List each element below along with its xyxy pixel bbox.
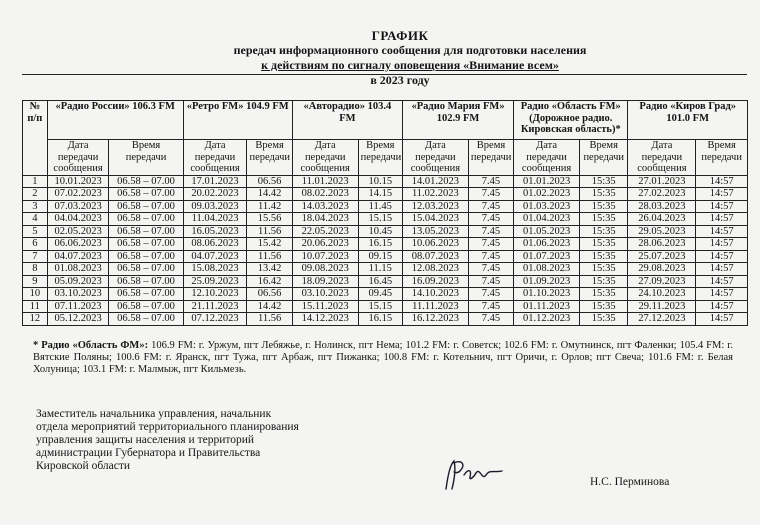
cell-date: 27.12.2023 <box>628 313 696 326</box>
table-row <box>23 213 748 226</box>
cell-time: 15:35 <box>580 225 628 238</box>
cell-time: 11.56 <box>247 250 292 263</box>
cell-time: 15:35 <box>580 175 628 188</box>
cell-date: 29.05.2023 <box>628 225 696 238</box>
table-row <box>23 300 748 313</box>
cell-date: 29.08.2023 <box>628 263 696 276</box>
cell-date: 14.01.2023 <box>402 175 468 188</box>
cell-date: 01.01.2023 <box>514 175 580 188</box>
cell-time: 7.45 <box>468 225 513 238</box>
document-title-block <box>0 28 760 88</box>
cell-time: 06.58 – 07.00 <box>109 213 183 226</box>
cell-time: 11.15 <box>358 263 402 276</box>
cell-time: 13.42 <box>247 263 292 276</box>
cell-number: 2 <box>23 188 48 201</box>
cell-date: 11.01.2023 <box>292 175 358 188</box>
cell-date: 03.10.2023 <box>47 288 109 301</box>
cell-date: 14.03.2023 <box>292 200 358 213</box>
document-title: ГРАФИК <box>371 28 429 43</box>
subheader-date: Дата передачи сообщения <box>514 140 580 176</box>
signatory-line: отдела мероприятий территориального планирования <box>36 421 299 433</box>
cell-time: 15:35 <box>580 200 628 213</box>
cell-time: 11.45 <box>358 200 402 213</box>
cell-date: 04.07.2023 <box>47 250 109 263</box>
cell-time: 7.45 <box>468 188 513 201</box>
cell-date: 01.07.2023 <box>514 250 580 263</box>
cell-number: 3 <box>23 200 48 213</box>
cell-date: 09.08.2023 <box>292 263 358 276</box>
document-subtitle-line-1: передач информационного сообщения для подготовки населения <box>233 43 587 57</box>
footnote-label: * Радио «Область ФМ»: <box>33 340 149 351</box>
cell-time: 15.42 <box>247 238 292 251</box>
table-header-row-subcolumns <box>23 140 748 176</box>
cell-date: 17.01.2023 <box>183 175 247 188</box>
cell-date: 20.06.2023 <box>292 238 358 251</box>
cell-time: 14:57 <box>696 238 748 251</box>
cell-date: 04.07.2023 <box>183 250 247 263</box>
cell-time: 15.15 <box>358 300 402 313</box>
cell-time: 14.15 <box>358 188 402 201</box>
cell-date: 24.10.2023 <box>628 288 696 301</box>
cell-date: 01.06.2023 <box>514 238 580 251</box>
cell-time: 15:35 <box>580 275 628 288</box>
cell-date: 18.04.2023 <box>292 213 358 226</box>
cell-time: 14:57 <box>696 175 748 188</box>
cell-date: 15.08.2023 <box>183 263 247 276</box>
cell-date: 25.07.2023 <box>628 250 696 263</box>
table-header-row-stations <box>23 101 748 140</box>
cell-date: 12.03.2023 <box>402 200 468 213</box>
cell-date: 01.08.2023 <box>514 263 580 276</box>
cell-date: 27.01.2023 <box>628 175 696 188</box>
cell-date: 07.11.2023 <box>47 300 109 313</box>
cell-date: 02.05.2023 <box>47 225 109 238</box>
signatory-line: Заместитель начальника управления, начальник <box>36 408 272 420</box>
cell-date: 21.11.2023 <box>183 300 247 313</box>
table-row <box>23 188 748 201</box>
footnote <box>33 340 733 376</box>
subheader-date: Дата передачи сообщения <box>402 140 468 176</box>
cell-time: 14:57 <box>696 213 748 226</box>
cell-time: 7.45 <box>468 250 513 263</box>
cell-time: 14:57 <box>696 288 748 301</box>
cell-date: 11.02.2023 <box>402 188 468 201</box>
cell-date: 13.05.2023 <box>402 225 468 238</box>
cell-date: 25.09.2023 <box>183 275 247 288</box>
cell-date: 07.03.2023 <box>47 200 109 213</box>
cell-date: 26.04.2023 <box>628 213 696 226</box>
table-row <box>23 200 748 213</box>
cell-date: 01.08.2023 <box>47 263 109 276</box>
cell-time: 7.45 <box>468 300 513 313</box>
cell-date: 11.11.2023 <box>402 300 468 313</box>
cell-date: 08.06.2023 <box>183 238 247 251</box>
document-year: в 2023 году <box>370 73 430 87</box>
subheader-time: Время передачи <box>580 140 628 176</box>
cell-date: 01.05.2023 <box>514 225 580 238</box>
cell-time: 15:35 <box>580 313 628 326</box>
cell-time: 06.58 – 07.00 <box>109 175 183 188</box>
subheader-date: Дата передачи сообщения <box>292 140 358 176</box>
station-header-kirov-grad: Радио «Киров Град» 101.0 FM <box>628 101 748 140</box>
cell-time: 06.58 – 07.00 <box>109 263 183 276</box>
cell-number: 12 <box>23 313 48 326</box>
cell-time: 06.58 – 07.00 <box>109 238 183 251</box>
cell-time: 16.45 <box>358 275 402 288</box>
cell-date: 01.09.2023 <box>514 275 580 288</box>
cell-time: 7.45 <box>468 238 513 251</box>
cell-date: 09.03.2023 <box>183 200 247 213</box>
cell-time: 06.58 – 07.00 <box>109 275 183 288</box>
handwritten-signature <box>440 455 510 495</box>
cell-time: 09.45 <box>358 288 402 301</box>
station-header-oblast-fm: Радио «Область FM» (Дорожное радио. Кировская область)* <box>514 101 628 140</box>
cell-time: 15:35 <box>580 238 628 251</box>
cell-time: 7.45 <box>468 288 513 301</box>
cell-date: 16.05.2023 <box>183 225 247 238</box>
table-row <box>23 238 748 251</box>
cell-date: 27.09.2023 <box>628 275 696 288</box>
cell-date: 01.12.2023 <box>514 313 580 326</box>
cell-time: 14.42 <box>247 300 292 313</box>
cell-time: 14:57 <box>696 250 748 263</box>
station-header-radio-rossii: «Радио России» 106.3 FM <box>47 101 183 140</box>
cell-number: 4 <box>23 213 48 226</box>
footnote-text: 106.9 FM: г. Уржум, пгт Лебяжье, г. Нолинск, пгт Нема; 101.2 FM: г. Советск; 102.6 FM: г. Омутнинск, пгт Фаленки; 105.4 FM: г. Вятские Поляны; 100.6 FM: г. Яранск, пгт Тужа, пгт Арбаж, пгт Пижанка; 100.8 FM: г. Котельнич, пгт Оричи, г. Орлов; пгт Свеча; 101.6 FM: г. Белая Холуница; 103.1 FM: г. Малмыж, пгт Кильмезь. <box>33 340 734 375</box>
document-subtitle-line-2: к действиям по сигналу оповещения «Внимание всем» <box>261 58 559 72</box>
cell-time: 7.45 <box>468 200 513 213</box>
cell-time: 06.58 – 07.00 <box>109 200 183 213</box>
cell-time: 14:57 <box>696 188 748 201</box>
cell-time: 11.56 <box>247 313 292 326</box>
cell-date: 08.07.2023 <box>402 250 468 263</box>
cell-number: 7 <box>23 250 48 263</box>
cell-time: 16.15 <box>358 238 402 251</box>
cell-number: 8 <box>23 263 48 276</box>
cell-time: 06.58 – 07.00 <box>109 313 183 326</box>
schedule-table <box>22 100 748 326</box>
cell-time: 14:57 <box>696 313 748 326</box>
cell-date: 28.06.2023 <box>628 238 696 251</box>
cell-time: 15:35 <box>580 188 628 201</box>
cell-date: 12.08.2023 <box>402 263 468 276</box>
cell-date: 10.07.2023 <box>292 250 358 263</box>
signatory-line: Кировской области <box>36 460 131 472</box>
cell-date: 08.02.2023 <box>292 188 358 201</box>
cell-time: 15:35 <box>580 288 628 301</box>
cell-time: 14:57 <box>696 200 748 213</box>
cell-time: 7.45 <box>468 313 513 326</box>
cell-time: 7.45 <box>468 175 513 188</box>
cell-number: 5 <box>23 225 48 238</box>
table-row <box>23 175 748 188</box>
cell-date: 22.05.2023 <box>292 225 358 238</box>
cell-time: 06.58 – 07.00 <box>109 288 183 301</box>
table-row <box>23 275 748 288</box>
cell-number: 11 <box>23 300 48 313</box>
subheader-date: Дата передачи сообщения <box>183 140 247 176</box>
cell-date: 29.11.2023 <box>628 300 696 313</box>
cell-date: 27.02.2023 <box>628 188 696 201</box>
table-row <box>23 313 748 326</box>
cell-time: 06.56 <box>247 288 292 301</box>
cell-time: 15:35 <box>580 300 628 313</box>
cell-time: 15:35 <box>580 213 628 226</box>
table-row <box>23 250 748 263</box>
table-row <box>23 225 748 238</box>
cell-time: 06.56 <box>247 175 292 188</box>
cell-date: 15.11.2023 <box>292 300 358 313</box>
cell-time: 7.45 <box>468 275 513 288</box>
signatory-line: администрации Губернатора и Правительства <box>36 447 261 459</box>
cell-time: 10.15 <box>358 175 402 188</box>
cell-date: 28.03.2023 <box>628 200 696 213</box>
cell-time: 14:57 <box>696 300 748 313</box>
signatory-title <box>36 408 366 473</box>
station-header-radio-maria: «Радио Мария FM» 102.9 FM <box>402 101 513 140</box>
cell-number: 1 <box>23 175 48 188</box>
cell-date: 10.01.2023 <box>47 175 109 188</box>
cell-time: 06.58 – 07.00 <box>109 225 183 238</box>
subheader-time: Время передачи <box>468 140 513 176</box>
cell-date: 16.12.2023 <box>402 313 468 326</box>
cell-time: 06.58 – 07.00 <box>109 250 183 263</box>
cell-date: 03.10.2023 <box>292 288 358 301</box>
cell-date: 11.04.2023 <box>183 213 247 226</box>
subheader-date: Дата передачи сообщения <box>628 140 696 176</box>
subheader-time: Время передачи <box>247 140 292 176</box>
cell-date: 16.09.2023 <box>402 275 468 288</box>
table-row <box>23 263 748 276</box>
cell-date: 01.10.2023 <box>514 288 580 301</box>
subheader-time: Время передачи <box>109 140 183 176</box>
cell-time: 11.56 <box>247 225 292 238</box>
signatory-name: Н.С. Перминова <box>590 476 670 488</box>
cell-time: 06.58 – 07.00 <box>109 300 183 313</box>
cell-date: 04.04.2023 <box>47 213 109 226</box>
cell-time: 15:35 <box>580 263 628 276</box>
schedule-table-body <box>23 175 748 325</box>
cell-date: 14.10.2023 <box>402 288 468 301</box>
cell-time: 16.42 <box>247 275 292 288</box>
title-divider <box>22 74 747 75</box>
cell-time: 09.15 <box>358 250 402 263</box>
subheader-time: Время передачи <box>696 140 748 176</box>
signatory-line: управления защиты населения и территорий <box>36 434 255 446</box>
cell-time: 14:57 <box>696 263 748 276</box>
cell-time: 10.45 <box>358 225 402 238</box>
cell-date: 01.03.2023 <box>514 200 580 213</box>
cell-date: 06.06.2023 <box>47 238 109 251</box>
subheader-time: Время передачи <box>358 140 402 176</box>
cell-date: 01.02.2023 <box>514 188 580 201</box>
cell-time: 14:57 <box>696 275 748 288</box>
cell-date: 14.12.2023 <box>292 313 358 326</box>
station-header-avtoradio: «Авторадио» 103.4 FM <box>292 101 402 140</box>
cell-time: 7.45 <box>468 263 513 276</box>
cell-number: 10 <box>23 288 48 301</box>
cell-date: 01.11.2023 <box>514 300 580 313</box>
cell-date: 07.12.2023 <box>183 313 247 326</box>
cell-date: 20.02.2023 <box>183 188 247 201</box>
cell-date: 18.09.2023 <box>292 275 358 288</box>
cell-date: 15.04.2023 <box>402 213 468 226</box>
cell-number: 9 <box>23 275 48 288</box>
cell-time: 15.56 <box>247 213 292 226</box>
table-row <box>23 288 748 301</box>
cell-time: 15.15 <box>358 213 402 226</box>
cell-time: 7.45 <box>468 213 513 226</box>
subheader-date: Дата передачи сообщения <box>47 140 109 176</box>
cell-time: 15:35 <box>580 250 628 263</box>
cell-time: 14:57 <box>696 225 748 238</box>
cell-time: 14.42 <box>247 188 292 201</box>
cell-number: 6 <box>23 238 48 251</box>
cell-date: 05.12.2023 <box>47 313 109 326</box>
col-number-header: № п/п <box>23 101 48 176</box>
station-header-retro-fm: «Ретро FM» 104.9 FM <box>183 101 292 140</box>
cell-time: 16.15 <box>358 313 402 326</box>
cell-date: 12.10.2023 <box>183 288 247 301</box>
cell-time: 06.58 – 07.00 <box>109 188 183 201</box>
cell-date: 05.09.2023 <box>47 275 109 288</box>
cell-time: 11.42 <box>247 200 292 213</box>
cell-date: 01.04.2023 <box>514 213 580 226</box>
cell-date: 07.02.2023 <box>47 188 109 201</box>
cell-date: 10.06.2023 <box>402 238 468 251</box>
